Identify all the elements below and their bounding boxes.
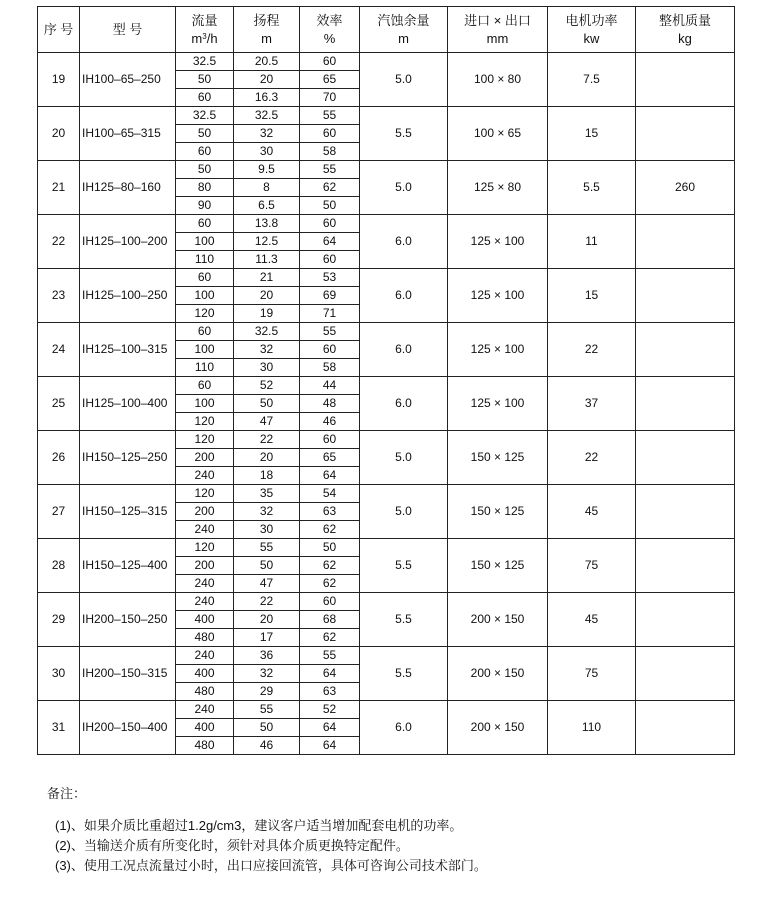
mass-cell: 260 — [636, 161, 735, 215]
head-cell: 22 — [234, 431, 300, 449]
efficiency-cell: 60 — [300, 215, 360, 233]
inlet-outlet-cell: 125 × 100 — [448, 269, 548, 323]
table-row — [38, 485, 735, 503]
power-cell: 37 — [548, 377, 636, 431]
efficiency-cell: 65 — [300, 449, 360, 467]
head-cell: 50 — [234, 719, 300, 737]
mass-cell — [636, 215, 735, 269]
header-npsh: 汽蚀余量 m — [360, 7, 448, 53]
power-cell: 15 — [548, 107, 636, 161]
head-cell: 20 — [234, 449, 300, 467]
table-row — [38, 107, 735, 125]
head-cell: 20 — [234, 71, 300, 89]
flow-cell: 120 — [176, 305, 234, 323]
inlet-outlet-cell: 150 × 125 — [448, 539, 548, 593]
flow-cell: 120 — [176, 413, 234, 431]
efficiency-cell: 60 — [300, 593, 360, 611]
npsh-cell: 5.5 — [360, 539, 448, 593]
head-cell: 18 — [234, 467, 300, 485]
efficiency-cell: 54 — [300, 485, 360, 503]
power-cell: 7.5 — [548, 53, 636, 107]
head-cell: 17 — [234, 629, 300, 647]
flow-cell: 400 — [176, 665, 234, 683]
pump-spec-table — [37, 6, 735, 755]
efficiency-cell: 62 — [300, 557, 360, 575]
power-cell: 110 — [548, 701, 636, 755]
header-model: 型 号 — [80, 7, 176, 53]
efficiency-cell: 68 — [300, 611, 360, 629]
table-row — [38, 269, 735, 287]
efficiency-cell: 62 — [300, 521, 360, 539]
flow-cell: 480 — [176, 737, 234, 755]
flow-cell: 60 — [176, 323, 234, 341]
inlet-outlet-cell: 150 × 125 — [448, 431, 548, 485]
head-cell: 13.8 — [234, 215, 300, 233]
row-model: IH150–125–250 — [80, 431, 176, 485]
power-cell: 75 — [548, 647, 636, 701]
efficiency-cell: 60 — [300, 431, 360, 449]
flow-cell: 60 — [176, 89, 234, 107]
mass-cell — [636, 323, 735, 377]
flow-cell: 400 — [176, 719, 234, 737]
row-index: 19 — [38, 53, 80, 107]
flow-cell: 110 — [176, 359, 234, 377]
head-cell: 22 — [234, 593, 300, 611]
efficiency-cell: 55 — [300, 161, 360, 179]
power-cell: 22 — [548, 323, 636, 377]
flow-cell: 120 — [176, 485, 234, 503]
efficiency-cell: 64 — [300, 737, 360, 755]
head-cell: 20.5 — [234, 53, 300, 71]
efficiency-cell: 50 — [300, 539, 360, 557]
head-cell: 52 — [234, 377, 300, 395]
head-cell: 30 — [234, 521, 300, 539]
flow-cell: 110 — [176, 251, 234, 269]
efficiency-cell: 63 — [300, 503, 360, 521]
efficiency-cell: 60 — [300, 53, 360, 71]
row-model: IH100–65–250 — [80, 53, 176, 107]
row-index: 24 — [38, 323, 80, 377]
power-cell: 45 — [548, 593, 636, 647]
efficiency-cell: 60 — [300, 125, 360, 143]
power-cell: 22 — [548, 431, 636, 485]
flow-cell: 50 — [176, 71, 234, 89]
head-cell: 50 — [234, 395, 300, 413]
row-model: IH200–150–250 — [80, 593, 176, 647]
row-index: 27 — [38, 485, 80, 539]
row-index: 28 — [38, 539, 80, 593]
head-cell: 36 — [234, 647, 300, 665]
head-cell: 50 — [234, 557, 300, 575]
head-cell: 30 — [234, 359, 300, 377]
row-index: 21 — [38, 161, 80, 215]
row-model: IH150–125–315 — [80, 485, 176, 539]
head-cell: 29 — [234, 683, 300, 701]
row-index: 23 — [38, 269, 80, 323]
table-row — [38, 53, 735, 71]
efficiency-cell: 50 — [300, 197, 360, 215]
table-row — [38, 215, 735, 233]
head-cell: 6.5 — [234, 197, 300, 215]
row-index: 22 — [38, 215, 80, 269]
efficiency-cell: 60 — [300, 341, 360, 359]
head-cell: 32.5 — [234, 107, 300, 125]
note-item-2: (2)、当输送介质有所变化时，须针对具体介质更换特定配件。 — [55, 838, 409, 853]
efficiency-cell: 62 — [300, 629, 360, 647]
flow-cell: 100 — [176, 287, 234, 305]
npsh-cell: 5.5 — [360, 647, 448, 701]
npsh-cell: 5.0 — [360, 53, 448, 107]
table-row — [38, 647, 735, 665]
row-index: 25 — [38, 377, 80, 431]
efficiency-cell: 53 — [300, 269, 360, 287]
power-cell: 45 — [548, 485, 636, 539]
head-cell: 11.3 — [234, 251, 300, 269]
head-cell: 20 — [234, 287, 300, 305]
table-row — [38, 161, 735, 179]
mass-cell — [636, 53, 735, 107]
flow-cell: 480 — [176, 683, 234, 701]
flow-cell: 50 — [176, 161, 234, 179]
head-cell: 20 — [234, 611, 300, 629]
flow-cell: 100 — [176, 395, 234, 413]
row-model: IH125–100–200 — [80, 215, 176, 269]
row-index: 29 — [38, 593, 80, 647]
power-cell: 15 — [548, 269, 636, 323]
mass-cell — [636, 377, 735, 431]
flow-cell: 90 — [176, 197, 234, 215]
efficiency-cell: 46 — [300, 413, 360, 431]
npsh-cell: 6.0 — [360, 701, 448, 755]
inlet-outlet-cell: 200 × 150 — [448, 701, 548, 755]
head-cell: 9.5 — [234, 161, 300, 179]
flow-cell: 240 — [176, 575, 234, 593]
row-index: 31 — [38, 701, 80, 755]
npsh-cell: 6.0 — [360, 377, 448, 431]
mass-cell — [636, 647, 735, 701]
head-cell: 12.5 — [234, 233, 300, 251]
head-cell: 32 — [234, 665, 300, 683]
head-cell: 19 — [234, 305, 300, 323]
efficiency-cell: 64 — [300, 665, 360, 683]
efficiency-cell: 64 — [300, 467, 360, 485]
row-model: IH125–80–160 — [80, 161, 176, 215]
npsh-cell: 5.0 — [360, 161, 448, 215]
flow-cell: 60 — [176, 215, 234, 233]
mass-cell — [636, 539, 735, 593]
head-cell: 21 — [234, 269, 300, 287]
flow-cell: 100 — [176, 341, 234, 359]
head-cell: 32.5 — [234, 323, 300, 341]
power-cell: 75 — [548, 539, 636, 593]
inlet-outlet-cell: 125 × 100 — [448, 377, 548, 431]
row-model: IH125–100–400 — [80, 377, 176, 431]
mass-cell — [636, 701, 735, 755]
efficiency-cell: 48 — [300, 395, 360, 413]
npsh-cell: 5.0 — [360, 431, 448, 485]
npsh-cell: 6.0 — [360, 215, 448, 269]
efficiency-cell: 58 — [300, 359, 360, 377]
npsh-cell: 6.0 — [360, 323, 448, 377]
inlet-outlet-cell: 125 × 100 — [448, 323, 548, 377]
inlet-outlet-cell: 200 × 150 — [448, 593, 548, 647]
efficiency-cell: 69 — [300, 287, 360, 305]
mass-cell — [636, 431, 735, 485]
flow-cell: 120 — [176, 431, 234, 449]
inlet-outlet-cell: 100 × 65 — [448, 107, 548, 161]
efficiency-cell: 55 — [300, 107, 360, 125]
efficiency-cell: 55 — [300, 323, 360, 341]
head-cell: 47 — [234, 413, 300, 431]
row-model: IH200–150–400 — [80, 701, 176, 755]
flow-cell: 120 — [176, 539, 234, 557]
flow-cell: 200 — [176, 449, 234, 467]
row-model: IH150–125–400 — [80, 539, 176, 593]
notes-section — [47, 784, 487, 876]
flow-cell: 100 — [176, 233, 234, 251]
flow-cell: 240 — [176, 647, 234, 665]
flow-cell: 200 — [176, 503, 234, 521]
header-power: 电机功率 kw — [548, 7, 636, 53]
row-model: IH125–100–315 — [80, 323, 176, 377]
inlet-outlet-cell: 150 × 125 — [448, 485, 548, 539]
mass-cell — [636, 269, 735, 323]
inlet-outlet-cell: 100 × 80 — [448, 53, 548, 107]
row-model: IH200–150–315 — [80, 647, 176, 701]
efficiency-cell: 65 — [300, 71, 360, 89]
head-cell: 30 — [234, 143, 300, 161]
row-index: 26 — [38, 431, 80, 485]
npsh-cell: 5.0 — [360, 485, 448, 539]
head-cell: 32 — [234, 341, 300, 359]
note-item-3: (3)、使用工况点流量过小时，出口应接回流管，具体可咨询公司技术部门。 — [55, 858, 487, 873]
inlet-outlet-cell: 200 × 150 — [448, 647, 548, 701]
efficiency-cell: 62 — [300, 179, 360, 197]
flow-cell: 240 — [176, 593, 234, 611]
inlet-outlet-cell: 125 × 100 — [448, 215, 548, 269]
flow-cell: 240 — [176, 521, 234, 539]
efficiency-cell: 60 — [300, 251, 360, 269]
row-index: 20 — [38, 107, 80, 161]
header-mass: 整机质量 kg — [636, 7, 735, 53]
table-row — [38, 431, 735, 449]
power-cell: 5.5 — [548, 161, 636, 215]
table-row — [38, 539, 735, 557]
flow-cell: 60 — [176, 143, 234, 161]
npsh-cell: 5.5 — [360, 107, 448, 161]
efficiency-cell: 63 — [300, 683, 360, 701]
efficiency-cell: 64 — [300, 719, 360, 737]
flow-cell: 240 — [176, 467, 234, 485]
flow-cell: 60 — [176, 377, 234, 395]
efficiency-cell: 64 — [300, 233, 360, 251]
mass-cell — [636, 485, 735, 539]
head-cell: 55 — [234, 701, 300, 719]
mass-cell — [636, 593, 735, 647]
table-row — [38, 593, 735, 611]
inlet-outlet-cell: 125 × 80 — [448, 161, 548, 215]
flow-cell: 50 — [176, 125, 234, 143]
efficiency-cell: 52 — [300, 701, 360, 719]
header-flow: 流量 $m^3/h$ — [176, 7, 234, 53]
header-index: 序 号 — [38, 7, 80, 53]
efficiency-cell: 55 — [300, 647, 360, 665]
row-index: 30 — [38, 647, 80, 701]
header-inlet-outlet: 进口 × 出口 mm — [448, 7, 548, 53]
flow-cell: 240 — [176, 701, 234, 719]
head-cell: 35 — [234, 485, 300, 503]
table-row — [38, 377, 735, 395]
header-head: 扬程 m — [234, 7, 300, 53]
table-row — [38, 323, 735, 341]
efficiency-cell: 71 — [300, 305, 360, 323]
flow-cell: 200 — [176, 557, 234, 575]
table-row — [38, 701, 735, 719]
efficiency-cell: 44 — [300, 377, 360, 395]
notes-title: 备注： — [47, 786, 87, 801]
mass-cell — [636, 107, 735, 161]
head-cell: 8 — [234, 179, 300, 197]
flow-cell: 480 — [176, 629, 234, 647]
flow-cell: 60 — [176, 269, 234, 287]
head-cell: 46 — [234, 737, 300, 755]
npsh-cell: 5.5 — [360, 593, 448, 647]
head-cell: 32 — [234, 503, 300, 521]
row-model: IH125–100–250 — [80, 269, 176, 323]
efficiency-cell: 58 — [300, 143, 360, 161]
note-item-1: (1)、如果介质比重超过1.2g/cm3，建议客户适当增加配套电机的功率。 — [55, 818, 463, 833]
npsh-cell: 6.0 — [360, 269, 448, 323]
efficiency-cell: 62 — [300, 575, 360, 593]
efficiency-cell: 70 — [300, 89, 360, 107]
head-cell: 32 — [234, 125, 300, 143]
flow-cell: 400 — [176, 611, 234, 629]
header-row — [38, 7, 735, 53]
flow-cell: 32.5 — [176, 107, 234, 125]
flow-cell: 80 — [176, 179, 234, 197]
header-efficiency: 效率 % — [300, 7, 360, 53]
flow-cell: 32.5 — [176, 53, 234, 71]
head-cell: 55 — [234, 539, 300, 557]
head-cell: 47 — [234, 575, 300, 593]
row-model: IH100–65–315 — [80, 107, 176, 161]
power-cell: 11 — [548, 215, 636, 269]
head-cell: 16.3 — [234, 89, 300, 107]
